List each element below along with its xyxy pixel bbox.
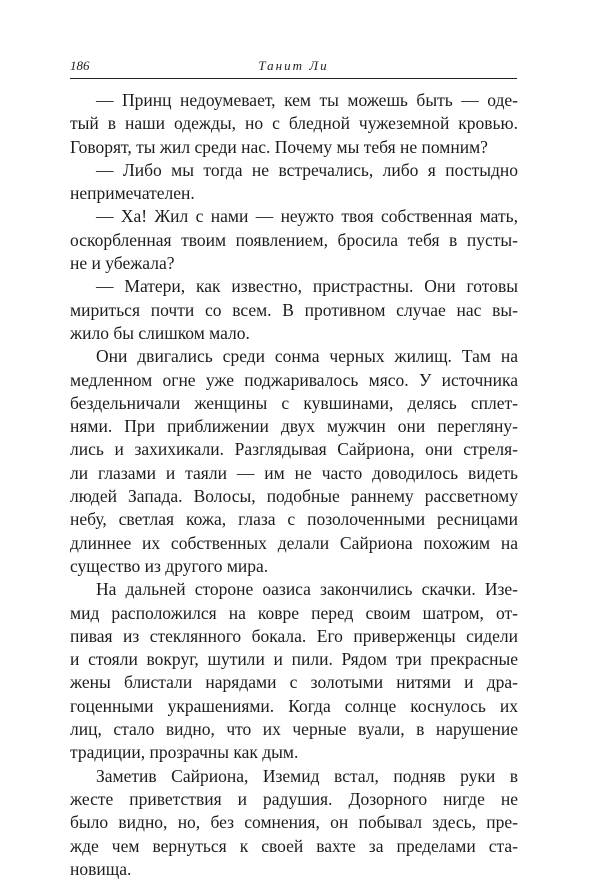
header-author: Танит Ли (258, 58, 329, 73)
text-line: не и убежала? (70, 253, 175, 274)
text-line: небу, светлая кожа, глаза с позолоченными ресницами (70, 509, 518, 530)
running-head (70, 58, 517, 76)
paragraph (70, 765, 518, 881)
text-line: людей Запада. Волосы, подобные раннему рассветному (70, 486, 518, 507)
paragraph (70, 578, 518, 764)
text-line: ли глазами и таяли — им не часто доводилось видеть (70, 462, 518, 483)
text-line: лись и захихикали. Разглядывая Сайриона, они стреля- (70, 439, 518, 460)
text-line: Говорят, ты жил среди нас. Почему мы тебя не помним? (70, 136, 488, 157)
text-line: лиц, стало видно, что их черные вуали, в нарушение (70, 719, 518, 740)
text-line: Они двигались среди сонма черных жилищ. Там на (96, 346, 518, 367)
text-line: мириться почти со всем. В противном случае нас вы- (70, 299, 518, 320)
text-line: жде чем вернуться к своей вахте за пределами ста- (70, 835, 518, 856)
paragraph (70, 205, 518, 275)
paragraph (70, 275, 518, 345)
text-line: жены блистали нарядами с золотыми нитями и дра- (70, 672, 518, 693)
text-line: мид расположился на ковре перед своим шатром, от- (70, 602, 518, 623)
text-line: — Либо мы тогда не встречались, либо я постыдно (96, 159, 518, 180)
text-line: жесте приветствия и радушия. Дозорного нигде не (70, 788, 518, 809)
header-rule (70, 78, 517, 79)
text-line: тый в наши одежды, но с бледной чужеземной кровью. (70, 113, 518, 134)
text-line: — Принц недоумевает, кем ты можешь быть — оде- (96, 90, 518, 110)
text-line: гоценными украшениями. Когда солнце коснулось их (70, 695, 518, 716)
text-line: пивая из стеклянного бокала. Его приверженцы сидели (70, 625, 518, 646)
text-line: было видно, но, без сомнения, он побывал здесь, пре- (70, 812, 518, 833)
text-line: и стояли вокруг, шутили и пили. Рядом три прекрасные (70, 649, 518, 670)
text-line: Заметив Сайриона, Иземид встал, подняв руки в (96, 765, 518, 786)
text-line: традиции, прозрачны как дым. (70, 742, 299, 763)
text-line: оскорбленная твоим появлением, бросила тебя в пусты- (70, 229, 518, 250)
page-number: 186 (70, 58, 90, 73)
text-line: — Ха! Жил с нами — неужто твоя собственная мать, (96, 206, 518, 227)
text-line: существо из другого мира. (70, 555, 269, 576)
text-line: На дальней стороне оазиса закончились скачки. Изе- (96, 579, 518, 600)
text-line: — Матери, как известно, пристрастны. Они готовы (96, 276, 518, 297)
text-line: нями. При приближении двух мужчин они перегляну- (70, 416, 518, 437)
text-line: длиннее их собственных делали Сайриона похожим на (70, 532, 518, 553)
text-line: непримечателен. (70, 183, 195, 204)
paragraph (70, 345, 518, 578)
text-line: бездельничали женщины с кувшинами, делясь сплет- (70, 392, 518, 413)
paragraph (70, 89, 518, 159)
body-text (70, 89, 518, 881)
text-line: жило бы слишком мало. (70, 322, 250, 343)
paragraph (70, 159, 518, 206)
text-line: медленном огне уже поджаривалось мясо. У источника (70, 369, 518, 390)
text-line: новища. (70, 858, 132, 879)
